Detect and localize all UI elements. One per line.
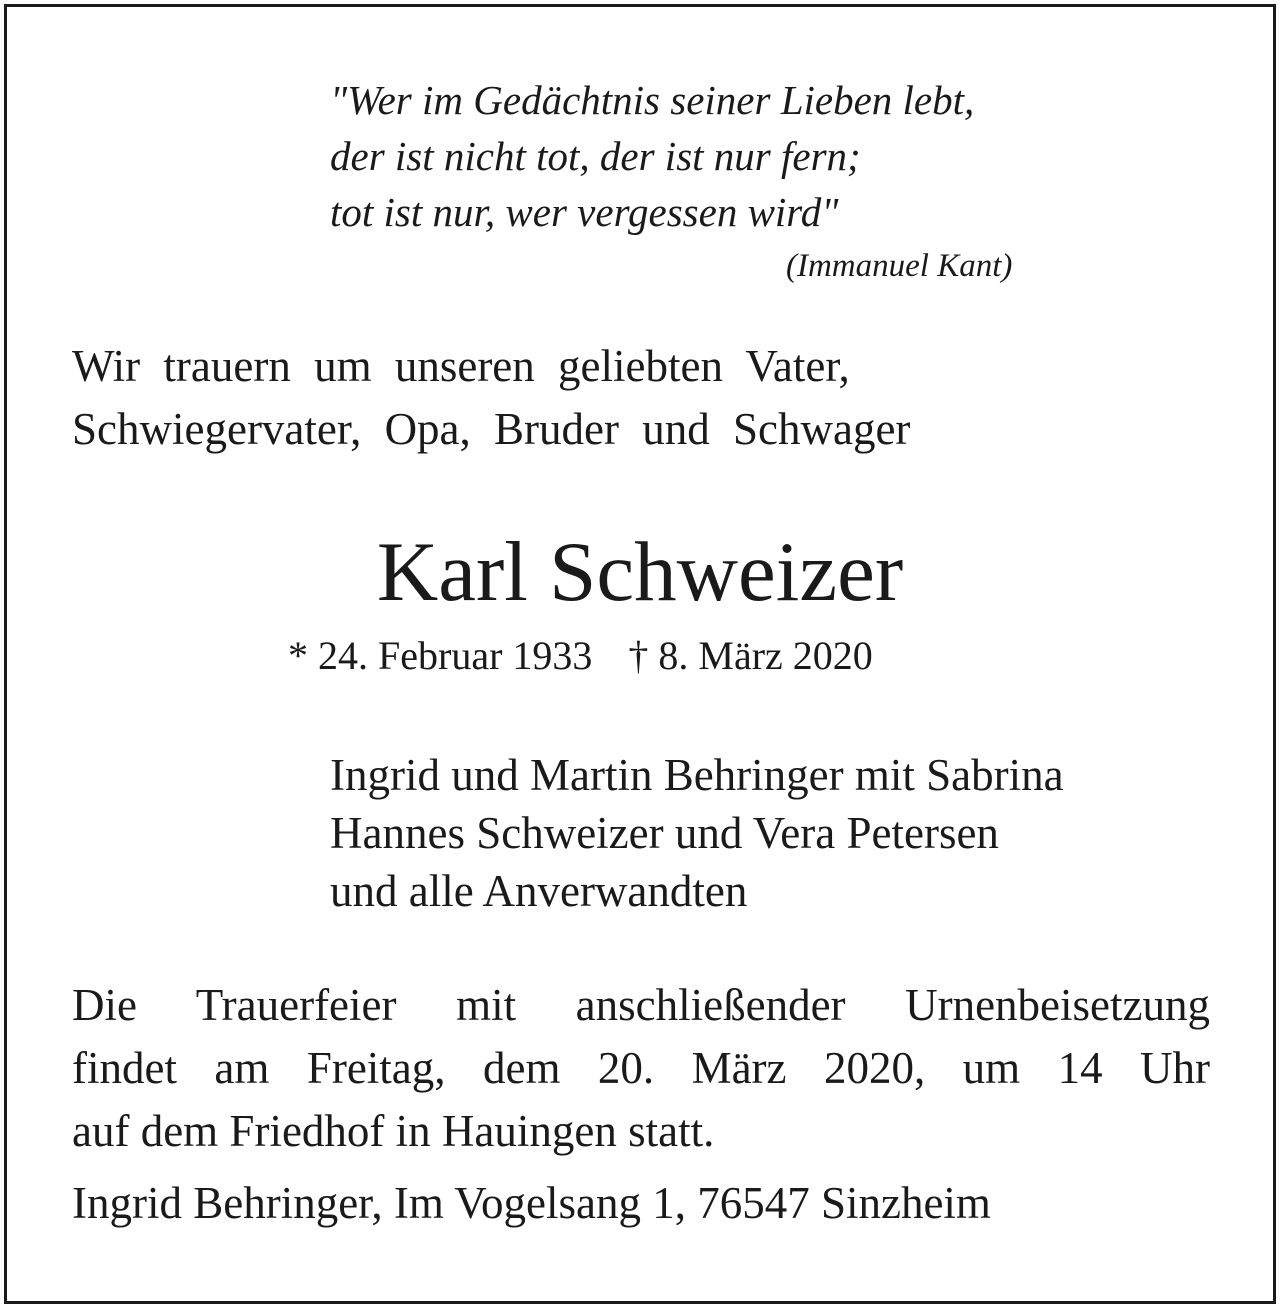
birth-date: * 24. Februar 1933 [288, 633, 593, 678]
mourner-line-1: Ingrid und Martin Behringer mit Sabrina [330, 750, 1064, 800]
life-dates [288, 630, 873, 682]
deceased-name: Karl Schweizer [376, 525, 904, 619]
mourners-list [330, 746, 1064, 920]
death-date: † 8. März 2020 [628, 633, 873, 678]
quote-line-2: der ist nicht tot, der ist nur fern; [330, 133, 861, 179]
ceremony-line-1: Die Trauerfeier mit anschließender Urnenbeisetzung [72, 980, 1210, 1030]
ceremony-line-3: auf dem Friedhof in Hauingen statt. [72, 1106, 715, 1156]
quote-author: (Immanuel Kant) [786, 248, 1013, 284]
intro-line-2: Schwiegervater, Opa, Bruder und Schwager [72, 404, 911, 454]
mourner-line-2: Hannes Schweizer und Vera Petersen [330, 808, 999, 858]
mourning-intro [72, 335, 910, 461]
ceremony-line-2: findet am Freitag, dem 20. März 2020, um 14 Uhr [72, 1043, 1210, 1093]
memorial-quote [330, 72, 1150, 240]
contact-address: Ingrid Behringer, Im Vogelsang 1, 76547 Sinzheim [72, 1178, 991, 1228]
quote-line-3: tot ist nur, wer vergessen wird" [330, 189, 839, 235]
mourner-line-3: und alle Anverwandten [330, 866, 748, 916]
intro-line-1: Wir trauern um unseren geliebten Vater, [72, 341, 850, 391]
ceremony-details [72, 974, 1210, 1163]
quote-line-1: "Wer im Gedächtnis seiner Lieben lebt, [330, 77, 975, 123]
